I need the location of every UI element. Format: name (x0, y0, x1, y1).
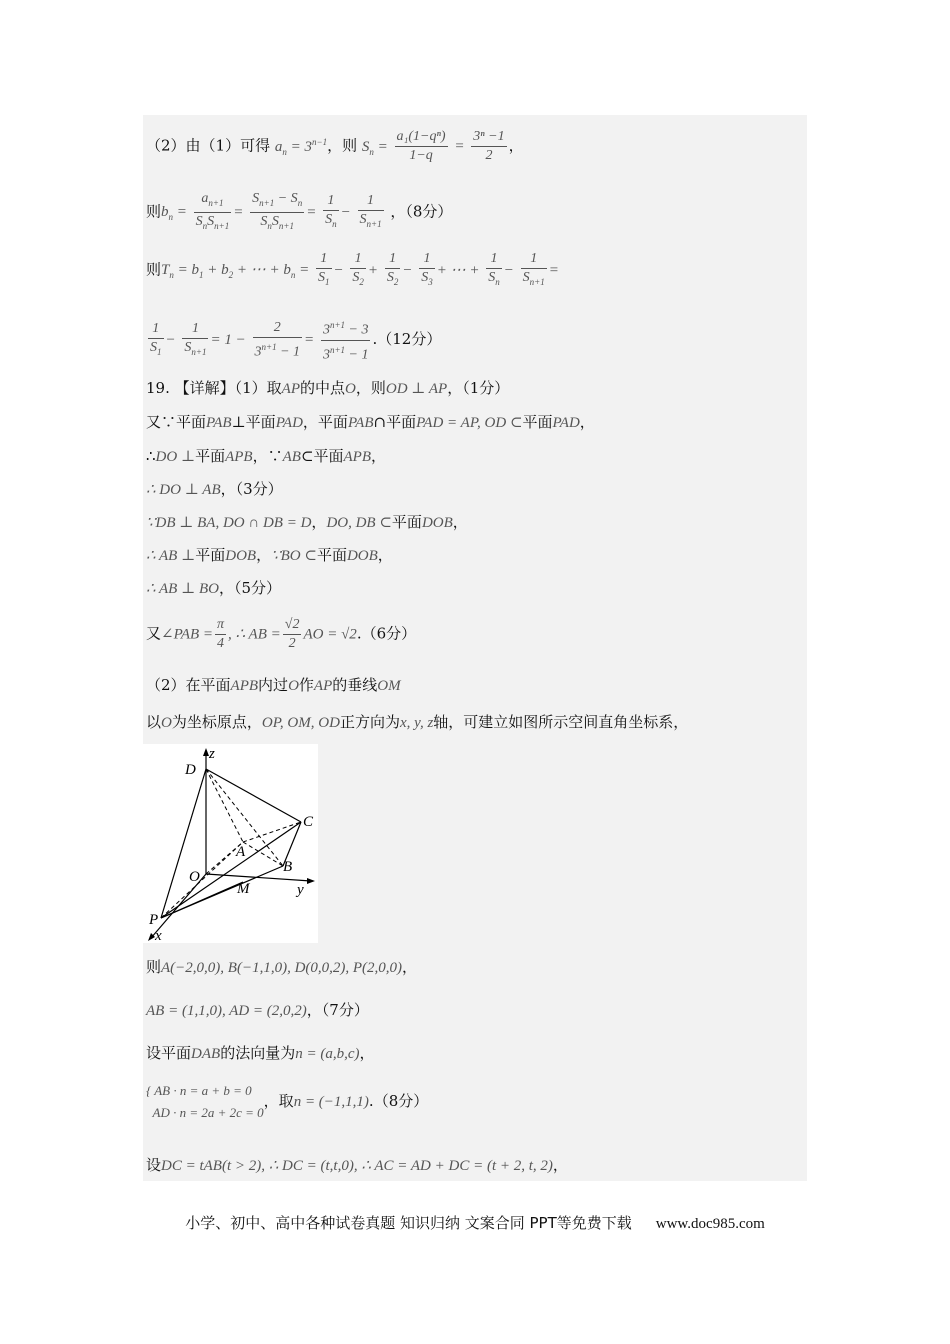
text: （2）由（1）可得 (146, 136, 271, 155)
pyramid-figure (143, 744, 318, 943)
solution-line-2: 则$b_n$ = $\frac{a_{n+1}}{S_nS_{n+1}}$ = $\frac{S_{n+1} - S_n}{S_nS_{n+1}}$ = $\frac{1}{S_n}$ − $\frac{1}{S_{n+1}}$ ，（8分） (146, 191, 453, 231)
footer (0, 1212, 950, 1233)
label-D: D (185, 762, 196, 778)
label-C: C (303, 814, 314, 830)
problem-19-line-5: ∵DB ⊥ BA, DO ∩ DB = D，DO, DB ⊂平面DOB， (146, 513, 468, 531)
problem-19-line-6: ∴ AB ⊥平面DOB，∵BO ⊂平面DOB， (146, 546, 393, 564)
problem-19-part2-line-2: 以O为坐标原点，OP, OM, OD正方向为x, y, z轴，可建立如图所示空间直角坐标系， (146, 713, 689, 731)
problem-19-line-7: ∴ AB ⊥ BO，（5分） (146, 579, 281, 597)
footer-text: 小学、初中、高中各种试卷真题 知识归纳 文案合同 PPT等免费下载 (185, 1214, 632, 1232)
problem-19-line-8: 又∠PAB = $\frac{\pi}{4}$ , ∴ AB = $\frac{√2}{2}$ AO = √2.（6分） (146, 617, 417, 651)
fraction: $\frac{\text{3ⁿ −1}}{2}$ (473, 129, 505, 163)
dc-line: 设DC = tAB(t > 2), ∴ DC = (t,t,0), ∴ AC = AD + DC = (t + 2, t, 2)， (146, 1156, 568, 1174)
label-O: O (189, 869, 200, 885)
label-x: x (155, 928, 162, 943)
coords-line-2: AB = (1,1,0), AD = (2,0,2)，（7分） (146, 1001, 369, 1019)
formula: $a_n = 3^{n-1}$ (274, 136, 328, 157)
label-B: B (283, 859, 293, 875)
solution-line-3: 则$T_n = b_1 + b_2$ + ⋯ + $b_n$ = $\frac{1}{S_1}$ − $\frac{1}{S_2}$ + $\frac{1}{S_2}$ − $\frac{1}{S_3}$ + ⋯ + $\frac{1}{S_n}$ − $\frac{1}{S_{n+1}}$ = (146, 251, 559, 287)
problem-19-part2-line-1: （2）在平面APB内过O作AP的垂线OM (146, 676, 401, 694)
label-P: P (149, 912, 159, 928)
problem-19-line-1: 19. 【详解】（1）取AP的中点O，则OD ⊥ AP，（1分） (146, 379, 510, 397)
normal-vector-line: 设平面DAB的法向量为n = (a,b,c)， (146, 1044, 375, 1062)
score-note: ，（8分） (390, 202, 453, 221)
label-y: y (297, 882, 304, 898)
problem-19-line-3: ∴DO ⊥平面APB，∵AB⊂平面APB， (146, 447, 387, 465)
solution-line-1: （2）由（1）可得 $a_n = 3^{n-1}$，则 $S_n$ = $\frac{\text{a₁(1−qⁿ)}}{1-q}$ = $\frac{\text{3ⁿ −1}}{2}$ ， (146, 129, 524, 163)
system-line: { AB · n = a + b = 0 AD · n = 2a + 2c = 0，取n = (−1,1,1).（8分） (146, 1083, 429, 1120)
footer-url[interactable]: www.doc985.com (655, 1216, 765, 1232)
fraction: $\frac{\text{a₁(1−qⁿ)}}{1-q}$ (396, 129, 446, 163)
problem-19-line-4: ∴ DO ⊥ AB，（3分） (146, 480, 283, 498)
label-M: M (237, 881, 250, 897)
solution-line-4: $\frac{1}{S_1}$ − $\frac{1}{S_{n+1}}$ = 1 − $\frac{2}{3^{n+1} - 1}$ = $\frac{3^{n+1} - 3}{3^{n+1} - 1}$ .（12分） (146, 316, 441, 364)
label-z: z (209, 746, 215, 762)
label-A: A (236, 844, 246, 860)
problem-19-line-2: 又∵平面PAB⊥平面PAD，平面PAB∩平面PAD = AP, OD ⊂平面PAD， (146, 413, 595, 431)
coords-line-1: 则A(−2,0,0), B(−1,1,0), D(0,0,2), P(2,0,0)， (146, 958, 418, 976)
formula: $S_n$ = (361, 138, 388, 157)
